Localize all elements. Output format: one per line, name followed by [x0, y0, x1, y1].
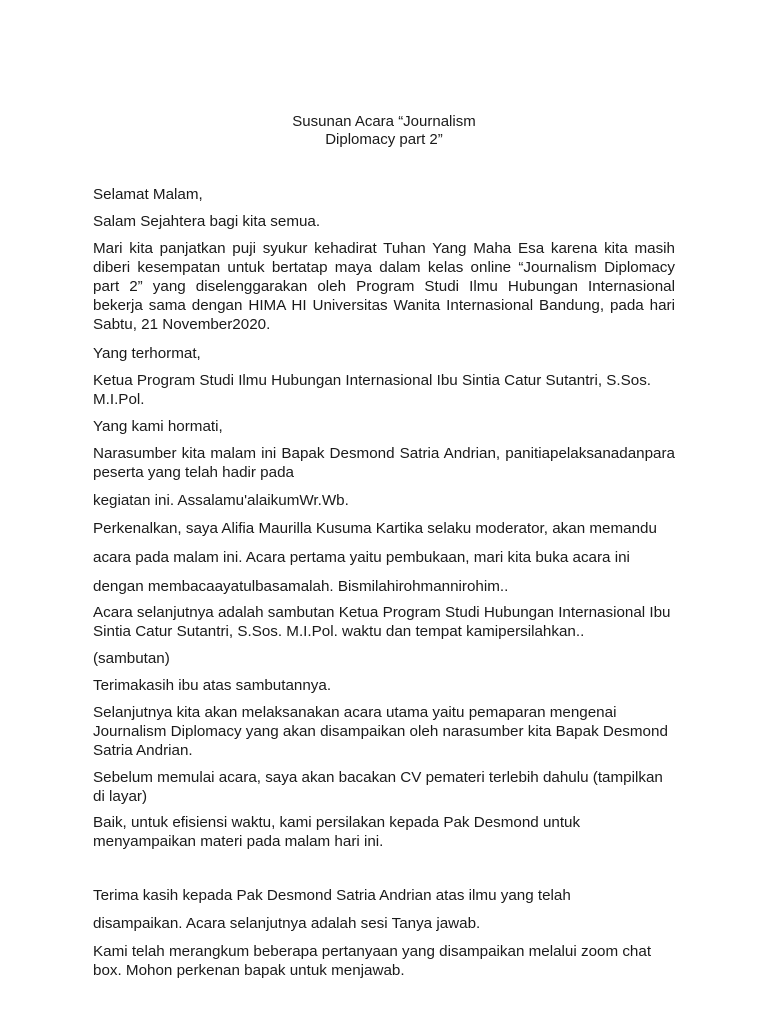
post-presentation-paragraph: Terima kasih kepada Pak Desmond Satria Andrian atas ilmu yang telah — [93, 887, 571, 904]
document-title-line-1: Susunan Acara “Journalism — [292, 113, 476, 130]
respected-paragraph: Yang kami hormati, — [93, 418, 223, 435]
opening-prayer-paragraph: Mari kita panjatkan puji syukur kehadirat Tuhan Yang Maha Esa karena kita masih diberi kesempatan untuk bertatap maya dalam kelas online “Journalism Diplomacy part 2” yang diselenggarakan oleh Program Studi Ilmu Hubungan Internasional bekerja sama dengan HIMA HI Universitas Wanita Internasional Bandung, pada hari Sabtu, 21 November2020. — [93, 240, 675, 333]
welcome-speech-paragraph: Acara selanjutnya adalah sambutan Ketua Program Studi Hubungan Internasional Ibu Sintia Catur Sutantri, S.Sos. M.I.Pol. waktu dan tempat kamipersilahkan.. — [93, 604, 671, 640]
moderator-intro-paragraph: Perkenalkan, saya Alifia Maurilla Kusuma Kartika selaku moderator, akan memandu — [93, 520, 657, 537]
zoom-chat-paragraph: Kami telah merangkum beberapa pertanyaan yang disampaikan melalui zoom chat box. Mohon perkenan bapak untuk menjawab. — [93, 943, 652, 979]
qa-session-paragraph: disampaikan. Acara selanjutnya adalah sesi Tanya jawab. — [93, 915, 481, 932]
document-title-line-2: Diplomacy part 2” — [325, 131, 443, 148]
speaker-paragraph: Narasumber kita malam ini Bapak Desmond Satria Andrian, panitiapelaksanadanpara peserta yang telah hadir pada — [93, 445, 675, 481]
opening-paragraph: acara pada malam ini. Acara pertama yaitu pembukaan, mari kita buka acara ini — [93, 549, 630, 566]
head-of-program-paragraph: Ketua Program Studi Ilmu Hubungan Internasional Ibu Sintia Catur Sutantri, S.Sos. M.I.Pol. — [93, 372, 652, 408]
cv-paragraph: Sebelum memulai acara, saya akan bacakan CV pemateri terlebih dahulu (tampilkan di layar) — [93, 769, 663, 805]
thanks-paragraph: Terimakasih ibu atas sambutannya. — [93, 677, 332, 694]
salutation-paragraph: Salam Sejahtera bagi kita semua. — [93, 213, 321, 230]
basmalah-paragraph: dengan membacaayatulbasamalah. Bismilahirohmannirohim.. — [93, 578, 509, 595]
greeting-closing-paragraph: kegiatan ini. Assalamu'alaikumWr.Wb. — [93, 492, 349, 509]
honorific-paragraph: Yang terhormat, — [93, 345, 201, 362]
greeting-paragraph: Selamat Malam, — [93, 186, 203, 203]
main-event-paragraph: Selanjutnya kita akan melaksanakan acara utama yaitu pemaparan mengenai Journalism Diplomacy yang akan disampaikan oleh narasumber kita Bapak Desmond Satria Andrian. — [93, 704, 668, 759]
presentation-paragraph: Baik, untuk efisiensi waktu, kami persilakan kepada Pak Desmond untuk menyampaikan materi pada malam hari ini. — [93, 814, 581, 850]
speech-note-paragraph: (sambutan) — [93, 650, 170, 667]
